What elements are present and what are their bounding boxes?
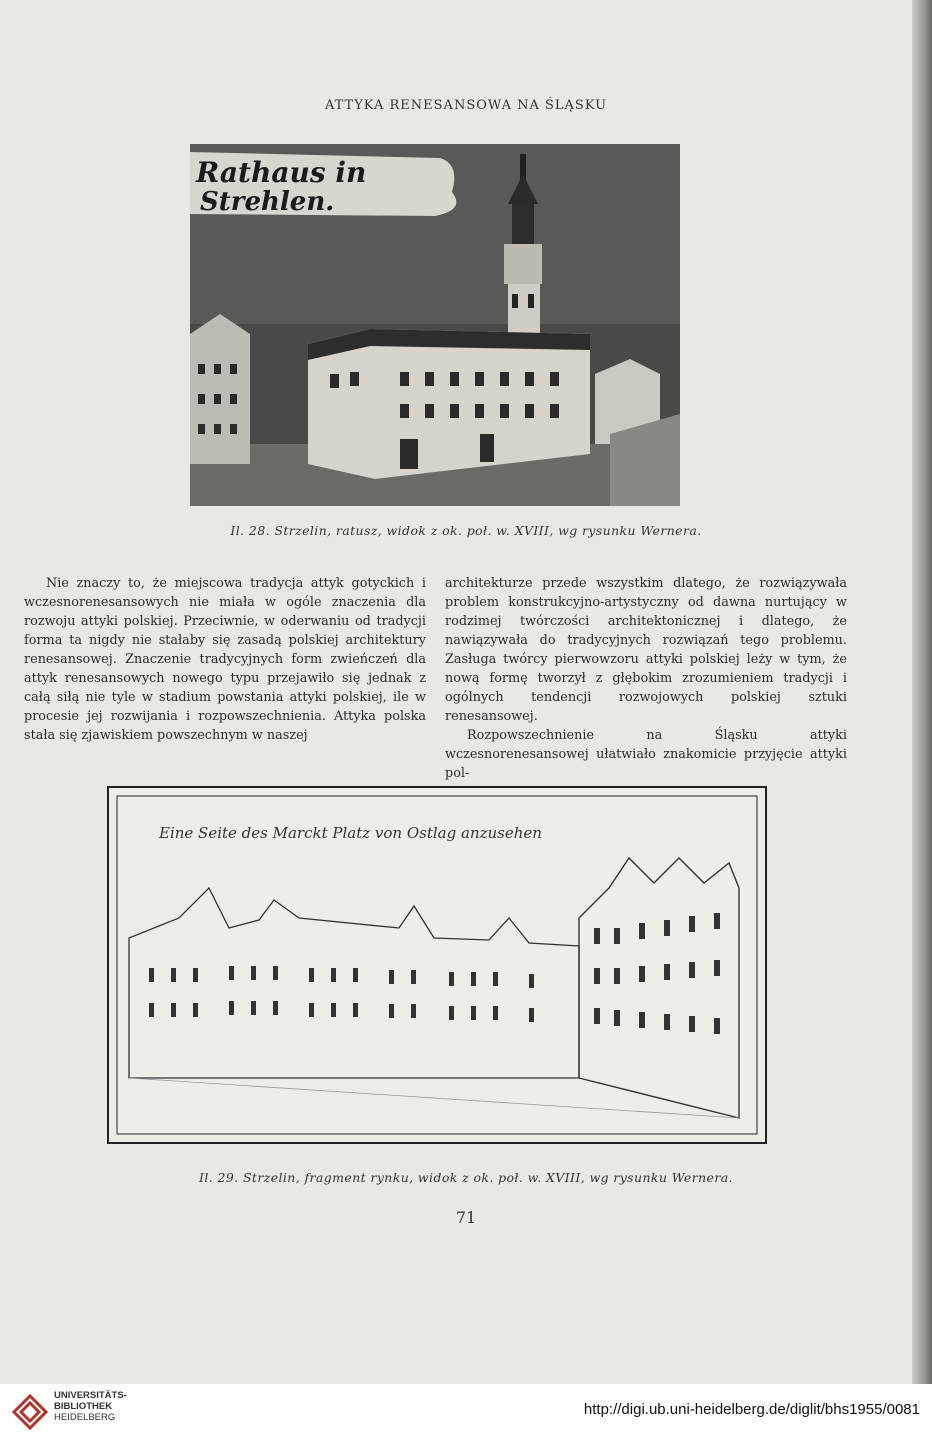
paragraph: architekturze przede wszystkim dlatego, że rozwiązywała problem konstrukcyjno-artystyczny od dawna nurtujący w rodzimej twórczości architektonicznej i dlatego, że nawiązywała do tradycyjnych rozwiązań tego problemu. Zasługa twórcy pierwowzoru attyki polskiej leży w tym, że nową formę tworzył z głębokim zrozumieniem tradycji i ogólnych tendencji rozwojowych polskiej sztuki renesansowej. [445, 576, 847, 724]
permalink-url[interactable]: http://digi.ub.uni-heidelberg.de/diglit/bhs1955/0081 [583, 1401, 920, 1418]
inscription: Eine Seite des Marckt Platz von Ostlag anzusehen [159, 824, 542, 842]
page-number: 71 [455, 1208, 477, 1227]
inscription-line1: Rathaus in [196, 156, 367, 189]
library-name-line2: BIBLIOTHEK [54, 1401, 113, 1412]
university-library-logo-icon [10, 1392, 50, 1432]
running-head: ATTYKA RENESANSOWA NA ŚLĄSKU [324, 98, 608, 113]
text-column-left [24, 574, 426, 745]
townhall-drawing [190, 144, 680, 506]
figure2-caption: Il. 29. Strzelin, fragment rynku, widok z ok. poł. w. XVIII, wg rysunku Wernera. [199, 1170, 733, 1185]
text-column-right [445, 574, 847, 783]
paragraph: Rozpowszechnienie na Śląsku attyki wczesnorenesansowej ułatwiało znakomicie przyjęcie attyki pol- [445, 728, 847, 781]
library-name-line1: UNIVERSITÄTS- [54, 1390, 127, 1401]
paragraph: Nie znaczy to, że miejscowa tradycja attyk gotyckich i wczesnorenesansowych nie miała w ogóle znaczenia dla rozwoju attyki polskiej. Przeciwnie, w oderwaniu od tradycji forma ta nigdy nie stałaby się zasadą polskiej architektury renesansowej. Znaczenie tradycyjnych form zwieńczeń dla attyk renesansowych nowego typu przejawiło się jednak z całą siłą nie tyle w stadium powstania attyki polskiej, ile w procesie jej rozwijania i rozpowszechnienia. Attyka polska stała się zjawiskiem powszechnym w naszej [24, 576, 426, 743]
figure1-caption: Il. 28. Strzelin, ratusz, widok z ok. poł. w. XVIII, wg rysunku Wernera. [230, 523, 702, 538]
library-name-line3: HEIDELBERG [54, 1412, 116, 1423]
inscription-line2: Strehlen. [200, 187, 335, 217]
figure-townhall-image [190, 144, 680, 506]
figure-market-image [107, 786, 767, 1144]
market-drawing [109, 788, 765, 1142]
library-name [54, 1390, 127, 1423]
viewer-footer [0, 1384, 932, 1440]
